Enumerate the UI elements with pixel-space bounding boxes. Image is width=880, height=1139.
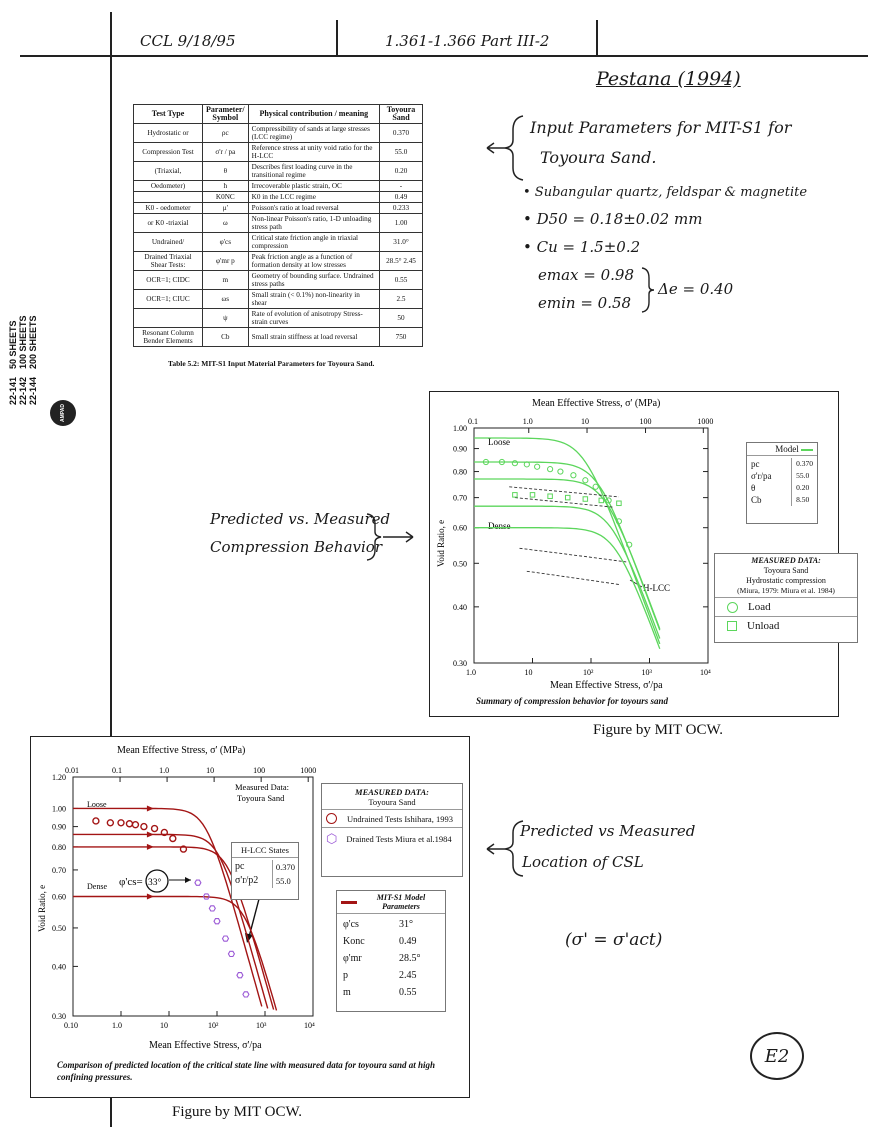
table-cell: θ <box>203 162 249 181</box>
fig1-model-legend <box>746 442 818 524</box>
fig1-measured-line2: Hydrostatic compression <box>746 576 826 585</box>
fig2-top-tick-label: 0.01 <box>65 766 79 775</box>
fig2-model-sym: φ'mr <box>343 953 362 964</box>
fig2-top-axis-label: Mean Effective Stress, σ' (MPa) <box>117 745 246 756</box>
brace-and-arrow-2 <box>365 512 415 562</box>
fig2-y-tick-label: 1.00 <box>52 804 66 814</box>
fig2-drained-point <box>214 919 220 924</box>
table-cell: 750 <box>380 328 423 347</box>
table-row <box>134 290 423 309</box>
fig2-y-tick-label: 0.60 <box>52 892 66 902</box>
table-caption: Table 5.2: MIT-S1 Input Material Parameters for Toyoura Sand. <box>168 359 375 368</box>
figure-csl <box>30 736 470 1098</box>
table-cell: Resonant Column Bender Elements <box>134 328 203 347</box>
fig1-unload-point <box>513 493 518 498</box>
table-cell: Geometry of bounding surface. Undrained stress paths <box>248 271 379 290</box>
brace-and-arrow-1 <box>485 112 525 182</box>
table-row <box>134 181 423 192</box>
ampad-logo <box>50 400 76 426</box>
fig2-y-tick-label: 0.70 <box>52 865 66 875</box>
fig1-unload-point <box>548 494 553 499</box>
note-predicted-2: Compression Behavior <box>210 538 383 556</box>
fig2-drained-point <box>243 992 249 997</box>
table-row <box>134 309 423 328</box>
fig2-curve-arrowhead <box>147 831 154 837</box>
table-cell: K0 - oedometer <box>134 203 203 214</box>
fig2-hlcc-title: H-LCC States <box>232 843 298 858</box>
fig2-model-val: 31° <box>399 919 413 930</box>
fig2-undrained-point <box>107 820 113 826</box>
fig2-drained-point <box>237 973 243 978</box>
fig1-top-axis-label: Mean Effective Stress, σ' (MPa) <box>532 398 661 409</box>
fig1-load-point <box>535 464 540 469</box>
fig1-model-val: 55.0 <box>796 471 810 480</box>
fig2-curve-arrowhead <box>147 894 154 900</box>
table-cell: σ'r / pa <box>203 143 249 162</box>
fig2-x-tick-label: 10³ <box>256 1021 267 1030</box>
fig2-hlcc-box <box>231 842 299 900</box>
table-cell: Drained Triaxial Shear Tests: <box>134 252 203 271</box>
binder-code-3: 22-144 <box>28 376 38 405</box>
fig1-load-point <box>571 473 576 478</box>
fig1-unload-point <box>617 501 622 506</box>
table-cell: Reference stress at unity void ratio for the H-LCC <box>248 143 379 162</box>
fig2-measured-note-1: Measured Data: <box>235 782 290 792</box>
fig2-hlcc-val: 55.0 <box>275 876 291 886</box>
table-cell: 0.370 <box>380 124 423 143</box>
table-row <box>134 124 423 143</box>
fig2-drained-point <box>209 906 215 911</box>
table-cell: φ'cs <box>203 233 249 252</box>
table-cell: Irrecoverable plastic strain, OC <box>248 181 379 192</box>
fig2-model-val: 0.49 <box>399 936 417 947</box>
fig1-top-tick-label: 100 <box>639 417 652 426</box>
fig1-plot-frame <box>474 428 708 663</box>
fig2-model-legend <box>336 890 446 1012</box>
fig1-y-tick-label: 0.30 <box>453 659 467 668</box>
note-bullet-cu: • Cu = 1.5±0.2 <box>523 238 641 256</box>
reference-note: Pestana (1994) <box>596 68 741 90</box>
fig1-x-tick-label: 10³ <box>641 668 652 677</box>
fig1-y-tick-label: 0.60 <box>453 523 467 533</box>
fig1-y-tick-label: 0.40 <box>453 602 467 612</box>
fig2-undrained-point <box>126 821 132 827</box>
fig2-model-val: 0.55 <box>399 987 417 998</box>
header-divider-1 <box>336 20 338 56</box>
table-row <box>134 252 423 271</box>
table-cell: Oedometer) <box>134 181 203 192</box>
note-bullet-d50: • D50 = 0.18±0.02 mm <box>523 210 703 228</box>
fig1-credit: Figure by MIT OCW. <box>593 722 724 738</box>
table-cell: ψ <box>203 309 249 328</box>
note-bullet-mineral: • Subangular quartz, feldspar & magnetite <box>523 185 808 200</box>
table-cell: or K0 -triaxial <box>134 214 203 233</box>
table-cell: 0.49 <box>380 192 423 203</box>
fig2-model-val: 28.5° <box>399 953 421 964</box>
fig2-y-tick-label: 0.40 <box>52 962 66 972</box>
page-number <box>750 1032 804 1080</box>
note-bullet-emax: emax = 0.98 <box>538 266 635 284</box>
fig2-y-tick-label: 1.20 <box>52 773 66 782</box>
fig2-undrained-point <box>93 818 99 824</box>
fig2-x-tick-label: 10 <box>160 1021 168 1030</box>
table-cell: 28.5° 2.45 <box>380 252 423 271</box>
fig2-undrained-point <box>170 835 176 841</box>
note-delta-e: Δe = 0.40 <box>658 280 734 298</box>
fig2-x-tick-label: 1.0 <box>112 1021 122 1030</box>
fig2-measured-sub: Toyoura Sand <box>322 797 462 810</box>
fig2-y-axis-label: Void Ratio, e <box>37 884 47 932</box>
fig1-y-tick-label: 0.50 <box>453 559 467 569</box>
brace-and-arrow-3 <box>485 818 525 878</box>
load-circle-icon <box>727 602 738 613</box>
fig1-bottom-axis-label: Mean Effective Stress, σ'/pa <box>550 680 663 691</box>
table-cell <box>134 192 203 203</box>
table-cell: K0NC <box>203 192 249 203</box>
table-cell: Compression Test <box>134 143 203 162</box>
fig1-unload-point <box>583 497 588 502</box>
fig2-y-tick-label: 0.80 <box>52 842 66 852</box>
fig2-model-sym: Konc <box>343 936 365 947</box>
fig1-loose-curve <box>474 438 660 644</box>
table-cell: 31.0° <box>380 233 423 252</box>
fig2-top-tick-label: 0.1 <box>112 766 123 775</box>
fig2-credit: Figure by MIT OCW. <box>172 1104 303 1120</box>
fig2-loose-curve <box>73 808 262 1006</box>
table-header: Toyoura Sand <box>380 105 423 124</box>
ampad-logo-text: AMPAD <box>60 404 66 422</box>
fig2-model-title: MIT-S1 Model Parameters <box>376 893 426 911</box>
table-cell: Compressibility of sands at large stresses (LCC regime) <box>248 124 379 143</box>
fig1-y-tick-label: 0.90 <box>453 444 467 454</box>
fig2-undrained-label: Undrained Tests Ishihara, 1993 <box>347 813 453 824</box>
table-cell: 1.00 <box>380 214 423 233</box>
fig1-unload-point <box>530 493 535 498</box>
table-cell: Small strain stiffness at load reversal <box>248 328 379 347</box>
parameter-table-body <box>134 124 423 347</box>
fig2-measured-legend <box>321 783 463 877</box>
fig2-undrained-point <box>152 826 158 832</box>
fig2-curve-arrowhead <box>147 805 154 811</box>
fig1-top-tick-label: 10 <box>581 417 590 426</box>
fig1-top-tick-label: 1000 <box>697 417 714 426</box>
binder-code-2: 22-142 <box>18 376 28 405</box>
fig2-x-tick-label: 0.10 <box>64 1021 78 1030</box>
fig1-top-tick-label: 0.1 <box>468 417 478 426</box>
fig2-y-tick-label: 0.30 <box>52 1012 66 1021</box>
fig1-x-tick-label: 10² <box>583 668 594 677</box>
fig2-top-tick-label: 1.0 <box>159 766 170 775</box>
fig2-drained-point <box>195 880 201 885</box>
fig2-bottom-axis-label: Mean Effective Stress, σ'/pa <box>149 1040 262 1051</box>
table-cell: Hydrostatic or <box>134 124 203 143</box>
table-cell: Cb <box>203 328 249 347</box>
table-cell: Non-linear Poisson's ratio, 1-D unloading stress path <box>248 214 379 233</box>
note-bullet-emin: emin = 0.58 <box>538 294 632 312</box>
fig2-model-line-swatch <box>341 901 357 904</box>
fig1-load-label: Load <box>748 601 771 613</box>
table-cell: Peak friction angle as a function of formation density at low stresses <box>248 252 379 271</box>
binder-sheets-3: 200 SHEETS <box>28 315 38 369</box>
table-cell: OCR=1; CIUC <box>134 290 203 309</box>
table-cell: - <box>380 181 423 192</box>
fig1-unload-dashed-curve <box>527 571 619 584</box>
fig1-x-tick-label: 10⁴ <box>700 668 711 677</box>
fig2-x-tick-label: 10² <box>208 1021 219 1030</box>
fig2-model-val: 2.45 <box>399 970 417 981</box>
table-cell: Critical state friction angle in triaxial compression <box>248 233 379 252</box>
fig2-loose-label: Loose <box>87 800 107 809</box>
fig2-undrained-point <box>118 820 124 826</box>
table-cell: 50 <box>380 309 423 328</box>
table-cell: OCR=1; CIDC <box>134 271 203 290</box>
table-cell: 0.233 <box>380 203 423 214</box>
fig1-top-tick-label: 1.0 <box>522 417 533 426</box>
binder-code-1: 22-141 <box>8 376 18 405</box>
parameter-table <box>133 104 423 347</box>
table-cell: φ'mr p <box>203 252 249 271</box>
header-course-note: 1.361-1.366 Part III-2 <box>385 32 550 50</box>
fig2-y-tick-label: 0.90 <box>52 822 66 832</box>
table-cell: Small strain (< 0.1%) non-linearity in shear <box>248 290 379 309</box>
table-cell: 55.0 <box>380 143 423 162</box>
table-row <box>134 214 423 233</box>
binder-sheets-2: 100 SHEETS <box>18 315 28 369</box>
fig1-measured-line1: Toyoura Sand <box>763 566 809 575</box>
table-header: Test Type <box>134 105 203 124</box>
fig2-hlcc-sym: pc <box>235 861 245 872</box>
table-cell: μ' <box>203 203 249 214</box>
table-cell: 0.55 <box>380 271 423 290</box>
note-input-title-2: Toyoura Sand. <box>540 148 657 167</box>
table-cell: K0 in the LCC regime <box>248 192 379 203</box>
fig1-model-title-text: Model <box>775 444 799 454</box>
fig1-model-sym: σ'r/pa <box>751 471 772 481</box>
fig1-unload-dashed-curve <box>520 548 627 562</box>
table-row <box>134 192 423 203</box>
table-cell: 2.5 <box>380 290 423 309</box>
table-cell: m <box>203 271 249 290</box>
fig1-model-val: 0.370 <box>796 459 813 468</box>
note-csl-2: Location of CSL <box>522 853 644 871</box>
fig1-load-point <box>583 478 588 483</box>
fig1-dense-label: Dense <box>488 521 511 531</box>
table-header: Parameter/ Symbol <box>203 105 249 124</box>
fig1-y-tick-label: 0.70 <box>453 493 467 503</box>
note-sigma: (σ' = σ'act) <box>565 930 663 950</box>
table-row <box>134 162 423 181</box>
note-predicted-1: Predicted vs. Measured <box>210 510 391 528</box>
binder-sheets-1: 50 SHEETS <box>8 320 18 369</box>
fig2-caption: Comparison of predicted location of the critical state line with measured data for toyoura sand at high confining pressures. <box>57 1060 436 1082</box>
fig1-caption: Summary of compression behavior for toyours sand <box>476 696 669 706</box>
fig1-model-sym: pc <box>751 459 760 469</box>
fig1-y-tick-label: 1.00 <box>453 424 467 433</box>
table-cell: ρc <box>203 124 249 143</box>
fig1-measured-title: MEASURED DATA: <box>751 556 821 565</box>
table-cell: Poisson's ratio at load reversal <box>248 203 379 214</box>
unload-square-icon <box>727 621 737 631</box>
fig2-hlcc-val: 0.370 <box>275 862 295 872</box>
fig2-hlcc-sym: σ'r/p2 <box>235 875 259 886</box>
fig1-model-sym: θ <box>751 483 756 493</box>
fig2-drained-label: Drained Tests Miura et al.1984 <box>346 834 452 844</box>
fig1-y-tick-label: 0.80 <box>453 467 467 477</box>
fig2-measured-title: MEASURED DATA: <box>355 787 429 797</box>
table-cell: 0.20 <box>380 162 423 181</box>
fig1-model-val: 0.20 <box>796 483 810 492</box>
table-cell: Undrained/ <box>134 233 203 252</box>
figure-compression <box>429 391 839 717</box>
table-row <box>134 328 423 347</box>
fig1-x-tick-label: 1.0 <box>466 668 476 677</box>
table-row <box>134 143 423 162</box>
table-cell: ω <box>203 214 249 233</box>
table-cell <box>134 309 203 328</box>
table-cell: Rate of evolution of anisotropy Stress-strain curves <box>248 309 379 328</box>
table-row <box>134 203 423 214</box>
fig1-measured-line3: (Miura, 1979: Miura et al. 1984) <box>715 586 857 598</box>
table-header: Physical contribution / meaning <box>248 105 379 124</box>
fig2-phi-label: φ'cs= <box>119 876 143 888</box>
fig1-model-sym: Cb <box>751 495 762 505</box>
parameter-table-wrap <box>133 104 423 368</box>
fig2-model-sym: p <box>343 970 348 981</box>
fig2-measured-note-2: Toyoura Sand <box>237 793 285 803</box>
table-cell: ωs <box>203 290 249 309</box>
fig1-unload-label: Unload <box>747 620 780 632</box>
fig1-load-point <box>558 469 563 474</box>
fig1-x-tick-label: 10 <box>524 668 533 677</box>
fig2-drained-point <box>228 951 234 956</box>
page-number-text: E2 <box>764 1045 790 1067</box>
fig1-model-line-swatch <box>801 449 813 451</box>
header-rule <box>20 55 868 57</box>
fig2-top-tick-label: 1000 <box>300 766 317 775</box>
fig1-y-axis-label: Void Ratio, e <box>436 519 446 567</box>
fig1-model-title <box>747 443 817 456</box>
undrained-circle-icon <box>326 813 337 824</box>
fig2-top-tick-label: 100 <box>253 766 266 775</box>
table-cell: (Triaxial, <box>134 162 203 181</box>
header-divider-2 <box>596 20 598 56</box>
fig2-phi-arrowhead <box>185 877 191 883</box>
fig2-dense-label: Dense <box>87 882 107 891</box>
fig1-unload-point <box>565 495 570 500</box>
fig2-phi-value: 33° <box>148 878 162 888</box>
fig1-loose-label: Loose <box>488 437 510 447</box>
fig1-model-val: 8.50 <box>796 495 810 504</box>
fig2-drained-point <box>223 936 229 941</box>
drained-hexagon-icon: ⬡ <box>326 831 338 846</box>
header-left-note: CCL 9/18/95 <box>140 32 236 50</box>
table-cell: Describes first loading curve in the transitional regime <box>248 162 379 181</box>
fig1-measured-legend <box>714 553 858 643</box>
fig2-x-tick-label: 10⁴ <box>304 1021 315 1030</box>
fig1-hlcc-label: H-LCC <box>643 583 670 593</box>
binder-stamp <box>8 255 38 405</box>
fig1-load-point <box>548 467 553 472</box>
note-csl-1: Predicted vs Measured <box>520 822 696 840</box>
fig2-y-tick-label: 0.50 <box>52 923 66 933</box>
fig2-undrained-point <box>132 822 138 828</box>
table-row <box>134 233 423 252</box>
fig2-curve-arrowhead <box>147 844 154 850</box>
fig1-load-point <box>593 484 598 489</box>
table-cell: h <box>203 181 249 192</box>
fig2-model-sym: m <box>343 987 351 998</box>
fig2-model-sym: φ'cs <box>343 919 359 930</box>
fig2-top-tick-label: 10 <box>206 766 215 775</box>
fig1-load-point <box>512 461 517 466</box>
brace-delta-e <box>640 266 656 314</box>
fig2-undrained-point <box>141 824 147 830</box>
table-row <box>134 271 423 290</box>
note-input-title-1: Input Parameters for MIT-S1 for <box>530 118 792 137</box>
